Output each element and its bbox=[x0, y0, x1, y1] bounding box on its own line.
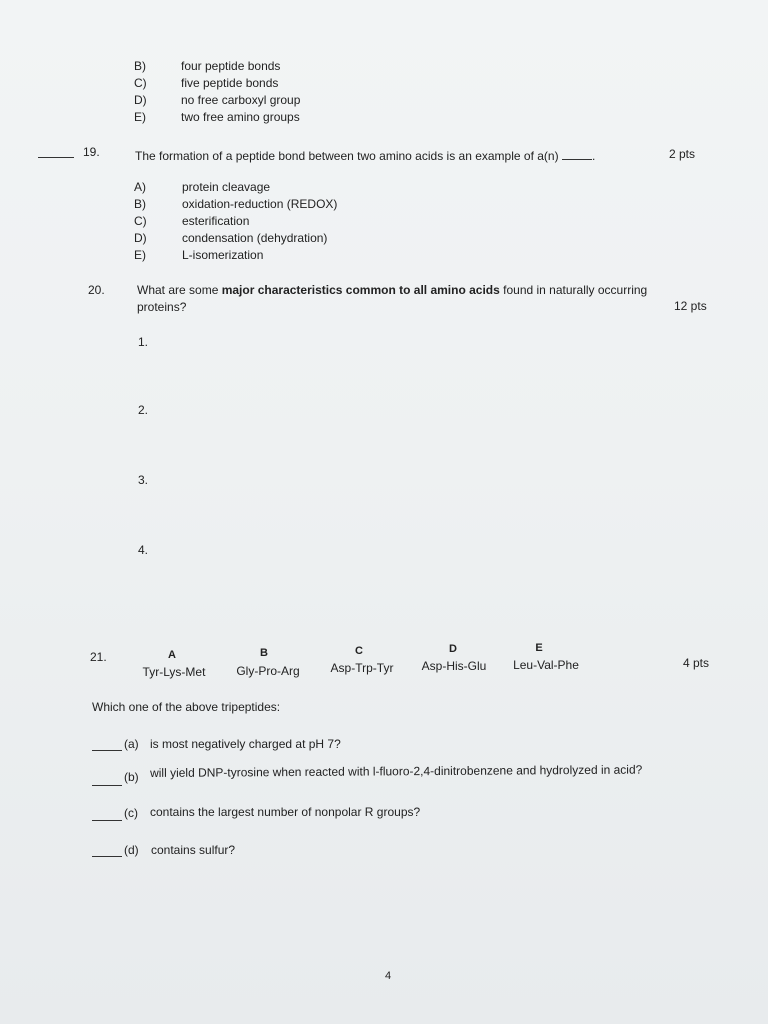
q19-question-end: . bbox=[591, 149, 596, 163]
q21-answer-blank-d[interactable] bbox=[92, 844, 122, 857]
q19-points: 2 pts bbox=[669, 147, 696, 161]
q21-points: 4 pts bbox=[683, 656, 710, 670]
q19-option-letter: A) bbox=[134, 180, 146, 194]
q19-option-text: esterification bbox=[182, 214, 250, 228]
q21-answer-blank-a[interactable] bbox=[92, 738, 122, 751]
q19-number: 19. bbox=[83, 145, 100, 159]
q21-column-value: Tyr-Lys-Met bbox=[142, 665, 206, 679]
q21-column-value: Gly-Pro-Arg bbox=[236, 664, 300, 678]
q21-part-text: will yield DNP-tyrosine when reacted with l-fluoro-2,4-dinitrobenzene and hydrolyzed in acid? bbox=[150, 762, 643, 780]
q21-column-value: Asp-His-Glu bbox=[421, 659, 487, 673]
q21-part-text: contains the largest number of nonpolar R groups? bbox=[150, 805, 421, 819]
q21-column-label: E bbox=[535, 642, 543, 654]
q21-answer-blank-b[interactable] bbox=[92, 773, 122, 786]
q21-answer-blank-c[interactable] bbox=[92, 808, 122, 821]
q19-option-letter: C) bbox=[134, 214, 147, 228]
q19-inline-blank bbox=[562, 147, 592, 160]
q19-question-text: The formation of a peptide bond between two amino acids is an example of a(n) bbox=[135, 149, 559, 163]
q20-text-post: found in naturally occurring bbox=[499, 283, 648, 297]
q21-prompt: Which one of the above tripeptides: bbox=[92, 700, 281, 714]
q20-item-number: 3. bbox=[138, 473, 149, 487]
q21-column-value: Leu-Val-Phe bbox=[513, 658, 579, 672]
q18-option-text: five peptide bonds bbox=[181, 76, 279, 90]
q18-option-letter: B) bbox=[134, 59, 146, 73]
q20-text-bold: major characteristics common to all amino acids bbox=[221, 283, 500, 297]
q20-number: 20. bbox=[88, 283, 105, 297]
q19-option-letter: B) bbox=[134, 197, 146, 211]
q21-part-text: is most negatively charged at pH 7? bbox=[150, 737, 341, 751]
q19-text bbox=[135, 147, 595, 164]
q18-option-text: no free carboxyl group bbox=[181, 93, 301, 107]
q20-text-line1 bbox=[137, 283, 647, 298]
q20-item-number: 4. bbox=[138, 543, 149, 557]
q19-option-text: condensation (dehydration) bbox=[182, 231, 328, 245]
q21-column-value: Asp-Trp-Tyr bbox=[330, 661, 394, 675]
q21-part-label: (c) bbox=[124, 806, 138, 820]
q21-part-label: (a) bbox=[124, 737, 139, 751]
q21-column-label: C bbox=[355, 645, 363, 657]
q19-option-letter: E) bbox=[134, 248, 146, 262]
page-number: 4 bbox=[385, 970, 392, 982]
q20-item-number: 1. bbox=[138, 335, 149, 349]
q21-number: 21. bbox=[90, 650, 107, 664]
q19-option-text: oxidation-reduction (REDOX) bbox=[182, 197, 338, 211]
q19-option-text: protein cleavage bbox=[182, 180, 271, 194]
q18-option-letter: C) bbox=[134, 76, 147, 90]
q18-option-letter: E) bbox=[134, 110, 146, 124]
q18-option-letter: D) bbox=[134, 93, 147, 107]
q21-column-label: B bbox=[260, 647, 268, 659]
q20-points: 12 pts bbox=[674, 299, 707, 313]
q19-answer-blank[interactable] bbox=[38, 145, 74, 158]
q20-text-line2: proteins? bbox=[137, 300, 187, 314]
q19-option-letter: D) bbox=[134, 231, 147, 245]
q21-column-label: D bbox=[449, 643, 457, 655]
q20-text-pre: What are some bbox=[137, 283, 222, 297]
q21-part-label: (b) bbox=[124, 770, 139, 784]
q18-option-text: four peptide bonds bbox=[181, 59, 281, 73]
q21-column-label: A bbox=[168, 649, 176, 661]
q19-option-text: L-isomerization bbox=[182, 248, 264, 262]
q20-item-number: 2. bbox=[138, 403, 149, 417]
q21-part-text: contains sulfur? bbox=[151, 843, 236, 857]
q18-option-text: two free amino groups bbox=[181, 110, 300, 124]
q21-part-label: (d) bbox=[124, 843, 139, 857]
